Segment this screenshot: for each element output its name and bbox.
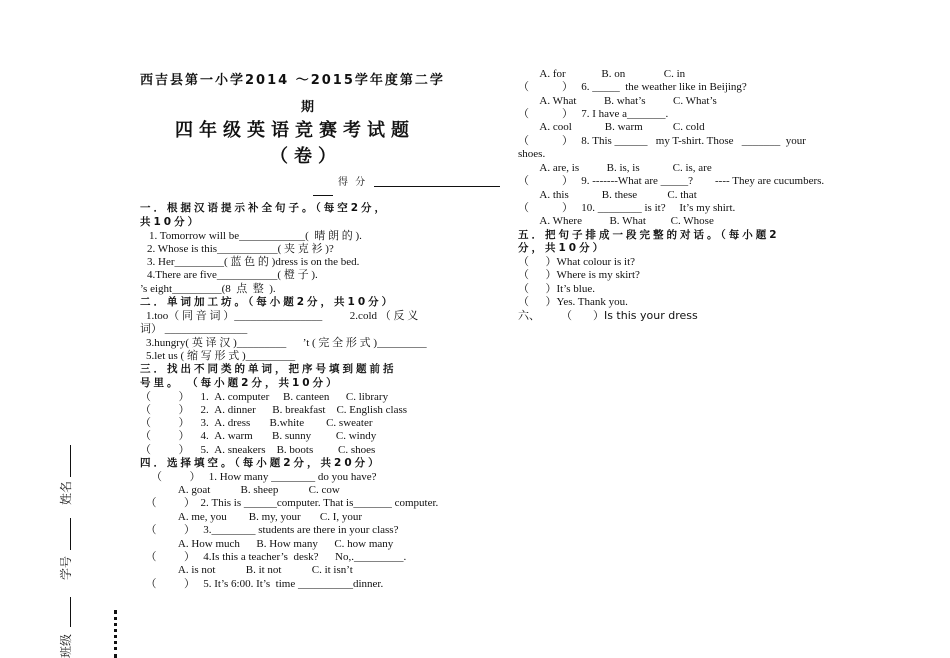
student-id-label: 学号	[59, 555, 73, 580]
score-label: 得 分	[338, 177, 368, 188]
s4-q6: （ ） 6. _____ the weather like in Beijing?	[518, 81, 747, 93]
s4-q6-options: A. What B. what’s C. What’s	[518, 95, 717, 107]
s3-q5: （ ） 5. A. sneakers B. boots C. shoes	[140, 444, 376, 456]
s4-q3: （ ） 3.________ students are there in your class?	[140, 524, 399, 536]
school-title: 西吉县第一小学2014 ～2015学年度第二学	[140, 73, 445, 88]
s5-line2: （ ）Where is my skirt?	[518, 269, 640, 281]
s1-q2: 2. Whose is this___________( 夹 克 衫 )?	[147, 243, 334, 255]
s4-q2: （ ） 2. This is ______computer. That is_______ computer.	[140, 497, 439, 509]
s4-q4-options: A. is not B. it not C. it isn’t	[140, 564, 353, 576]
s4-q8: （ ） 8. This ______ my T-shirt. Those _______ your	[518, 135, 806, 147]
s4-q5-options: A. for B. on C. in	[518, 68, 686, 80]
s4-q9: （ ） 9. -------What are _____? ---- They are cucumbers.	[518, 175, 825, 187]
s4-q7: （ ） 7. I have a_______.	[518, 108, 669, 120]
s5-line1: （ ）What colour is it?	[518, 256, 636, 268]
section-5-heading-cont: 分，共10分）	[518, 242, 607, 254]
s5-line3: （ ）It’s blue.	[518, 283, 595, 295]
s1-q4: 4.There are five___________( 橙 子 ).	[147, 269, 318, 281]
s1-q5: ’s eight_________(8 点 整 ).	[140, 283, 276, 295]
s3-q2: （ ） 2. A. dinner B. breakfast C. English class	[140, 404, 408, 416]
class-blank-line	[70, 597, 71, 627]
s3-q1: （ ） 1. A. computer B. canteen C. library	[140, 391, 389, 403]
section-3-heading-cont: 号里。 （每小题2分，共10分）	[140, 377, 340, 389]
section-1-heading: 一．根据汉语提示补全句子。（每空2分，	[140, 202, 389, 214]
section-5-heading: 五．把句子排成一段完整的对话。（每小题2	[518, 229, 780, 241]
s2-q1-2: 1.too（ 同 音 词 ）________________ 2.cold （ 反 义	[146, 310, 419, 322]
section-2-heading: 二．单词加工坊。（每小题2分，共10分）	[140, 296, 396, 308]
s5-line4: （ ）Yes. Thank you.	[518, 296, 628, 308]
s4-q10: （ ） 10. ________ is it? It’s my shirt.	[518, 202, 736, 214]
section-3-heading: 三．找出不同类的单词，把序号填到题前括	[140, 363, 397, 375]
s4-q8-cont: shoes.	[518, 148, 546, 160]
id-blank-line	[70, 518, 71, 550]
s4-q5: （ ） 5. It’s 6:00. It’s time __________dinner.	[140, 578, 384, 590]
class-label: 班级	[59, 633, 73, 658]
section-4-heading: 四．选择填空。（每小题2分，共20分）	[140, 457, 382, 469]
s4-q10-options: A. Where B. What C. Whose	[518, 215, 714, 227]
s2-q3-4: 3.hungry( 英 译 汉 )_________ ’t ( 完 全 形 式 )_________	[146, 337, 427, 349]
s4-q4: （ ） 4.Is this a teacher’s desk? No,._________.	[140, 551, 407, 563]
s1-q3: 3. Her_________( 蓝 色 的 )dress is on the bed.	[147, 256, 360, 268]
binding-dotted-line	[114, 610, 117, 658]
s4-q1: （ ） 1. How many ________ do you have?	[140, 471, 377, 483]
s4-q8-options: A. are, is B. is, is C. is, are	[518, 162, 712, 174]
name-blank-line	[70, 445, 71, 477]
s6-line1: 六、 （ ）Is this your dress	[518, 309, 698, 322]
s2-q5: 5.let us ( 缩 写 形 式 )_________	[146, 350, 296, 362]
s3-q3: （ ） 3. A. dress B.white C. sweater	[140, 417, 373, 429]
s4-q1-options: A. goat B. sheep C. cow	[140, 484, 340, 496]
exam-title: 四年级英语竞赛考试题	[175, 120, 415, 141]
s3-q4: （ ） 4. A. warm B. sunny C. windy	[140, 430, 377, 442]
section-1-heading-cont: 共10分）	[140, 216, 202, 228]
exam-subtitle: （卷）	[270, 146, 342, 167]
school-title-end: 期	[301, 100, 317, 115]
s4-q2-options: A. me, you B. my, your C. I, your	[140, 511, 363, 523]
s1-q1: 1. Tomorrow will be____________( 晴 朗 的 ).	[149, 230, 362, 242]
name-label: 姓名	[59, 480, 73, 505]
s4-q9-options: A. this B. these C. that	[518, 189, 697, 201]
s2-q2-cont: 词） _______________	[140, 323, 248, 335]
s4-q3-options: A. How much B. How many C. how many	[140, 538, 394, 550]
s4-q7-options: A. cool B. warm C. cold	[518, 121, 705, 133]
score-blank	[374, 176, 500, 187]
score-blank-tail	[313, 187, 333, 196]
